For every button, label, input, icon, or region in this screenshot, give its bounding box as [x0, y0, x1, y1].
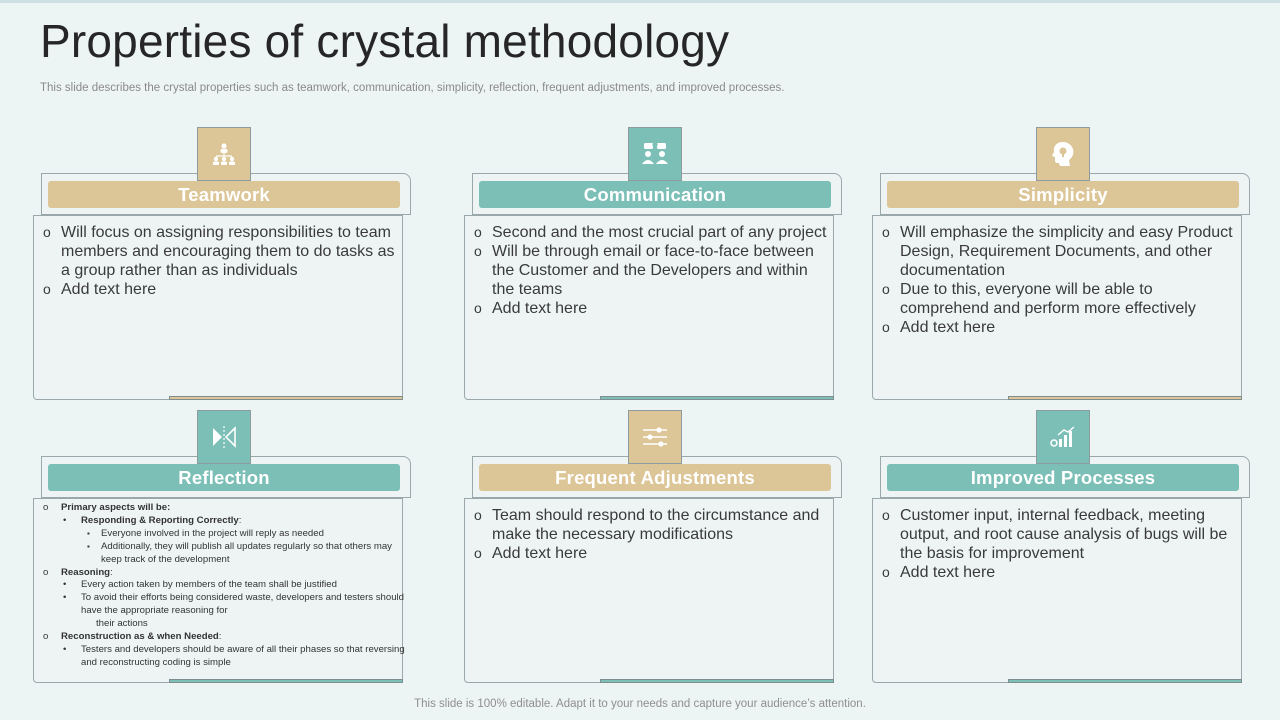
card-simplicity [872, 127, 1252, 357]
list-item: ▪ Additionally, they will publish all updates regularly so that others may keep track of the development [43, 541, 405, 567]
list-item: o Add text here [474, 299, 830, 318]
list-item: o Add text here [882, 318, 1238, 337]
list-item: o Reconstruction as & when Needed: [43, 631, 405, 644]
page-title: Properties of crystal methodology [40, 15, 730, 67]
card-header: Communication [479, 181, 831, 208]
bullet-list [43, 223, 399, 299]
accent-bar [1008, 396, 1242, 400]
accent-bar [1008, 679, 1242, 683]
accent-bar [169, 396, 403, 400]
bullet-list [882, 223, 1238, 337]
card-header: Simplicity [887, 181, 1239, 208]
bullet-list [474, 223, 830, 318]
card-header: Teamwork [48, 181, 400, 208]
footer-note: This slide is 100% editable. Adapt it to your needs and capture your audience’s attention. [414, 698, 866, 710]
reflection-detail [43, 502, 405, 670]
sliders-icon [628, 410, 682, 464]
list-item: o Add text here [882, 563, 1238, 582]
accent-bar [600, 679, 834, 683]
list-item: • Testers and developers should be aware of all their phases so that reversing and reconstructing coding is simple [43, 644, 405, 670]
card-teamwork [33, 127, 413, 357]
list-item: • To avoid their efforts being considered waste, developers and testers should have the appropriate reasoning for [43, 592, 405, 618]
list-item-continuation: their actions [96, 618, 148, 630]
list-item: o Customer input, internal feedback, meeting output, and root cause analysis of bugs will be the basis for improvement [882, 506, 1238, 563]
people-chat-icon [628, 127, 682, 181]
list-item: ▪ Everyone involved in the project will reply as needed [43, 528, 405, 541]
card-frequent-adjustments [464, 410, 844, 640]
team-hierarchy-icon [197, 127, 251, 181]
mirror-reflection-icon [197, 410, 251, 464]
list-item: o Second and the most crucial part of any project [474, 223, 830, 242]
card-reflection [33, 410, 413, 668]
top-rule [0, 0, 1280, 3]
list-item: o Will emphasize the simplicity and easy Product Design, Requirement Documents, and other documentation [882, 223, 1238, 280]
list-item: o Add text here [43, 280, 399, 299]
list-item: • Every action taken by members of the team shall be justified [43, 579, 405, 592]
accent-bar [169, 679, 403, 683]
card-header: Reflection [48, 464, 400, 491]
card-improved-processes [872, 410, 1252, 640]
list-item: • Responding & Reporting Correctly: [43, 515, 405, 528]
list-item: o Reasoning: [43, 567, 405, 580]
list-item: o Add text here [474, 544, 830, 563]
bullet-list [882, 506, 1238, 582]
accent-bar [600, 396, 834, 400]
list-item: o Primary aspects will be: [43, 502, 405, 515]
list-item: o Team should respond to the circumstance and make the necessary modifications [474, 506, 830, 544]
page-subtitle: This slide describes the crystal properties such as teamwork, communication, simplicity, reflection, frequent adjustments, and improved processes. [40, 82, 785, 94]
card-communication [464, 127, 844, 357]
list-item: o Due to this, everyone will be able to comprehend and perform more effectively [882, 280, 1238, 318]
card-header: Frequent Adjustments [479, 464, 831, 491]
card-header: Improved Processes [887, 464, 1239, 491]
list-item: o Will focus on assigning responsibilities to team members and encouraging them to do tasks as a group rather than as individuals [43, 223, 399, 280]
list-item: o Will be through email or face-to-face between the Customer and the Developers and within the teams [474, 242, 830, 299]
head-idea-icon [1036, 127, 1090, 181]
bullet-list [474, 506, 830, 563]
growth-chart-icon [1036, 410, 1090, 464]
